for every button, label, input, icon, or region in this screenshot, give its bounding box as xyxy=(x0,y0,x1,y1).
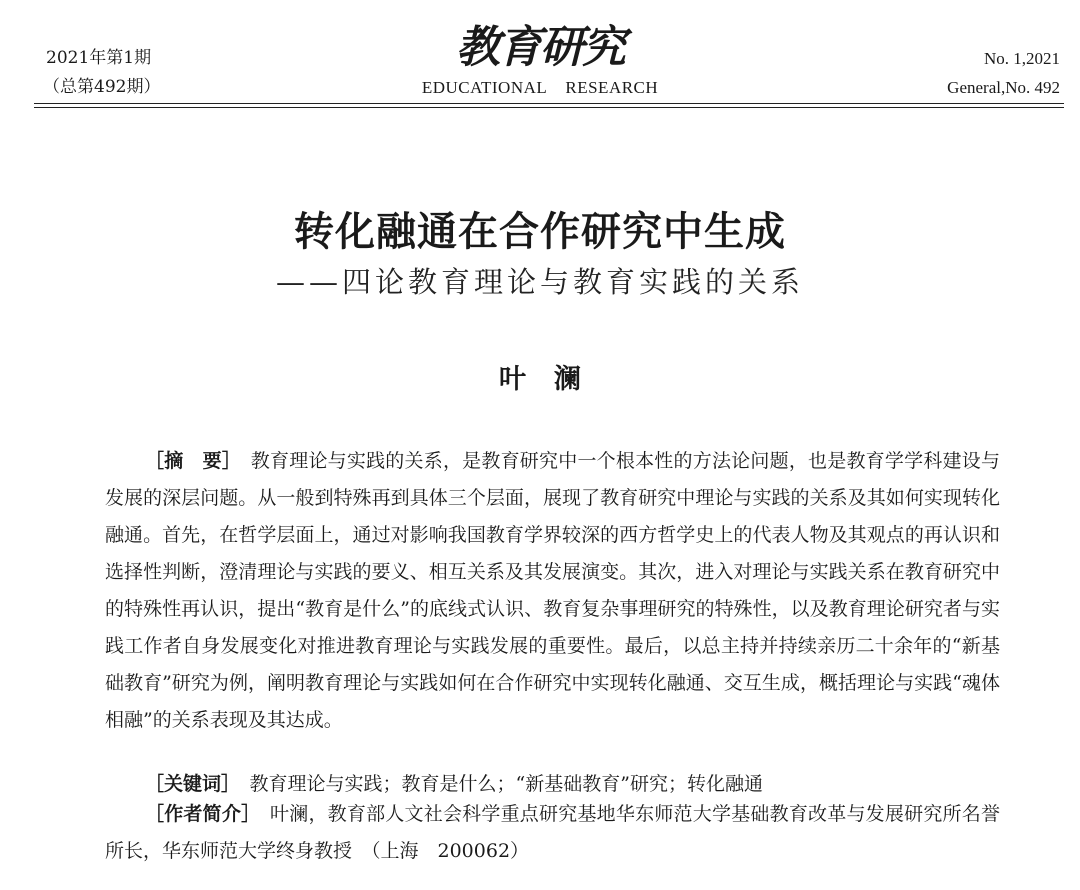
abstract-paragraph xyxy=(105,443,1000,739)
author-bio-label: ［作者简介］ xyxy=(145,803,251,825)
article-subtitle: ——四论教育理论与教育实践的关系 xyxy=(275,265,804,299)
header-rule-thick xyxy=(34,103,1064,104)
issue-info-en xyxy=(947,44,1060,102)
keywords-label: ［关键词］ xyxy=(145,773,231,795)
article-author: 叶澜 xyxy=(499,364,609,395)
issue-number-en: No. 1,2021 xyxy=(983,49,1060,68)
author-bio-paragraph xyxy=(105,796,1000,870)
issue-number-cn: 2021年第1期 xyxy=(46,48,152,68)
author-bio-text: 叶澜，教育部人文社会科学重点研究基地华东师范大学基础教育改革与发展研究所名誉所长，华东师范大学终身教授 （上海 200062） xyxy=(105,803,1000,862)
journal-masthead xyxy=(0,22,1080,98)
abstract-text: 教育理论与实践的关系，是教育研究中一个根本性的方法论问题，也是教育学学科建设与发展的深层问题。从一般到特殊再到具体三个层面，展现了教育研究中理论与实践的关系及其如何实现转化融通。首先，在哲学层面上，通过对影响我国教育学界较深的西方哲学史上的代表人物及其观点的再认识和选择性判断，澄清理论与实践的要义、相互关系及其发展演变。其次，进入对理论与实践关系在教育研究中的特殊性再认识，提出“教育是什么”的底线式认识、教育复杂事理研究的特殊性，以及教育理论研究者与实践工作者自身发展变化对推进教育理论与实践发展的重要性。最后，以总主持并持续亲历二十余年的“新基础教育”研究为例，阐明教育理论与实践如何在合作研究中实现转化融通、交互生成，概括理论与实践“魂体相融”的关系表现及其达成。 xyxy=(105,450,1000,731)
header-rule-thin xyxy=(34,107,1064,108)
keywords-text: 教育理论与实践；教育是什么；“新基础教育”研究；转化融通 xyxy=(249,773,763,795)
journal-title-en: EDUCATIONAL RESEARCH xyxy=(421,78,659,97)
journal-title-cn: 教育研究 xyxy=(456,22,624,73)
article-title: 转化融通在合作研究中生成 xyxy=(294,209,786,255)
total-issue-en: General,No. 492 xyxy=(947,78,1060,97)
total-issue-cn: （总第492期） xyxy=(43,77,161,97)
abstract-label: ［摘 要］ xyxy=(145,450,232,472)
